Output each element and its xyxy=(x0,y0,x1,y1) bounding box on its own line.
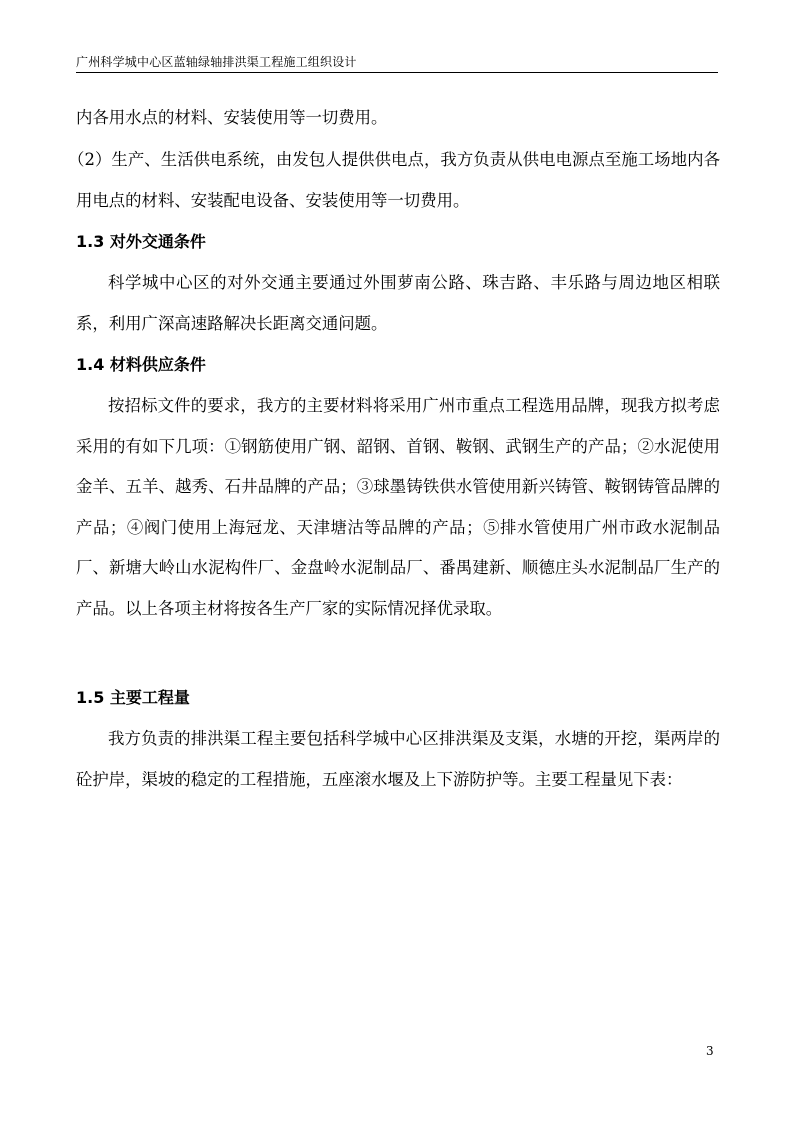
paragraph-water-supply-cont: 内各用水点的材料、安装使用等一切费用。 xyxy=(76,108,388,127)
document-title: 广州科学城中心区蓝轴绿轴排洪渠工程施工组织设计 xyxy=(76,55,357,69)
paragraph-power-supply: （2）生产、生活供电系统，由发包人提供供电点，我方负责从供电电源点至施工场地内各用电点的材料、安装配电设备、安装使用等一切费用。 xyxy=(68,150,720,210)
page-number: 3 xyxy=(706,1044,714,1058)
paragraph-external-transport: 科学城中心区的对外交通主要通过外围萝南公路、珠吉路、丰乐路与周边地区相联系，利用广深高速路解决长距离交通问题。 xyxy=(76,273,720,333)
heading-main-quantities: 1.5 主要工程量 xyxy=(76,688,190,707)
heading-external-transport: 1.3 对外交通条件 xyxy=(76,232,206,251)
paragraph-main-quantities: 我方负责的排洪渠工程主要包括科学城中心区排洪渠及支渠，水塘的开挖，渠两岸的砼护岸，渠坡的稳定的工程措施，五座滚水堰及上下游防护等。主要工程量见下表： xyxy=(76,729,720,789)
paragraph-material-supply: 按招标文件的要求，我方的主要材料将采用广州市重点工程选用品牌，现我方拟考虑采用的有如下几项：①钢筋使用广钢、韶钢、首钢、鞍钢、武钢生产的产品；②水泥使用金羊、五羊、越秀、石井品牌的产品；③球墨铸铁供水管使用新兴铸管、鞍钢铸管品牌的产品；④阀门使用上海冠龙、天津塘沽等品牌的产品；⑤排水管使用广州市政水泥制品厂、新塘大岭山水泥构件厂、金盘岭水泥制品厂、番禺建新、顺德庄头水泥制品厂生产的产品。以上各项主材将按各生产厂家的实际情况择优录取。 xyxy=(76,396,720,618)
heading-material-supply: 1.4 材料供应条件 xyxy=(76,355,206,374)
page-header xyxy=(76,54,718,73)
